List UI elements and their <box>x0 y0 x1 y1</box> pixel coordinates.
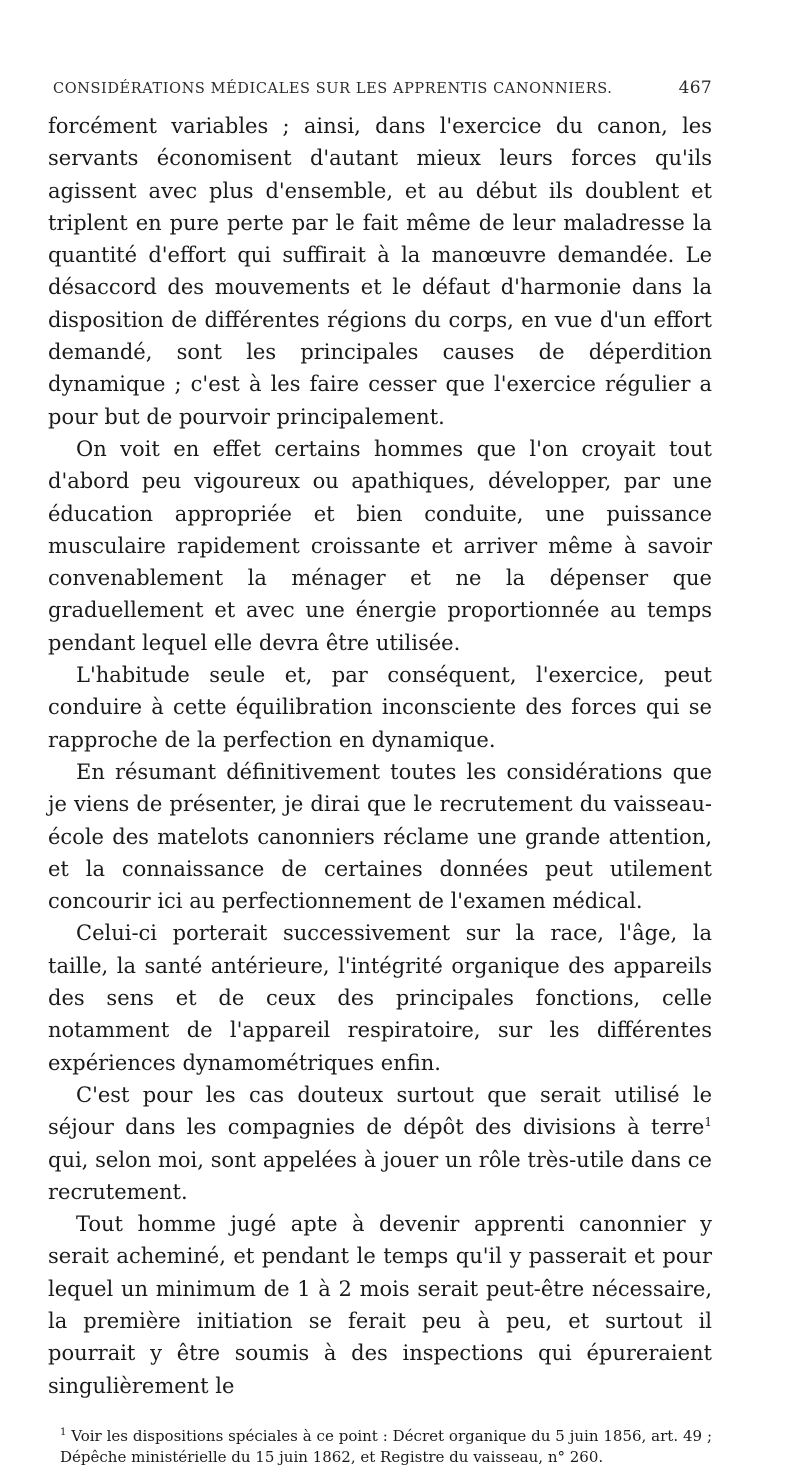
paragraph-4: En résumant définitivement toutes les considérations que je viens de présenter, je dirai que le recrutement du vaisseau-école des matelots canonniers réclame une grande attention, et la connaissance de certaines données peut utilement concourir ici au perfectionnement de l'examen médical. <box>48 759 712 914</box>
footnote-text: Voir les dispositions spéciales à ce point : Décret organique du 5 juin 1856, art. 49 ; Dépêche ministérielle du 15 juin 1862, et Registre du vaisseau, n° 260. <box>60 1426 712 1466</box>
paragraph-7: Tout homme jugé apte à devenir apprenti canonnier y serait acheminé, et pendant le temps qu'il y passerait et pour lequel un minimum de 1 à 2 mois serait peut-être nécessaire, la première initiation se ferait peu à peu, et surtout il pourrait y être soumis à des inspections qui épureraient singulièrement le <box>48 1212 712 1398</box>
paragraph-5: Celui-ci porterait successivement sur la race, l'âge, la taille, la santé antérieure, l'intégrité organique des appareils des sens et de ceux des principales fonctions, celle notamment de l'appareil respiratoire, sur les différentes expériences dynamométriques enfin. <box>48 921 712 1075</box>
footnote-marker: 1 <box>60 1426 67 1438</box>
paragraph-6-text-b: qui, selon moi, sont appelées à jouer un rôle très-utile dans ce recrutement. <box>48 1147 712 1204</box>
paragraph-1: forcément variables ; ainsi, dans l'exercice du canon, les servants économisent d'autant mieux leurs forces qu'ils agissent avec plus d'ensemble, et au début ils doublent et triplent en pure perte par le fait même de leur maladresse la quantité d'effort qui suffirait à la manœuvre demandée. Le désaccord des mouvements et le défaut d'harmonie dans la disposition de différentes régions du corps, en vue d'un effort demandé, sont les principales causes de déperdition dynamique ; c'est à les faire cesser que l'exercice régulier a pour but de pourvoir principalement. <box>48 114 712 429</box>
footnote-reference: 1 <box>704 1115 712 1130</box>
body-text <box>48 110 712 1402</box>
paragraph-2: On voit en effet certains hommes que l'on croyait tout d'abord peu vigoureux ou apathiques, développer, par une éducation appropriée et bien conduite, une puissance musculaire rapidement croissante et arriver même à savoir convenablement la ménager et ne la dépenser que graduellement et avec une énergie proportionnée au temps pendant lequel elle devra être utilisée. <box>48 436 712 655</box>
paragraph-6-text-a: C'est pour les cas douteux surtout que serait utilisé le séjour dans les compagnies de dépôt des divisions à terre <box>48 1082 712 1140</box>
paragraph-3: L'habitude seule et, par conséquent, l'exercice, peut conduire à cette équilibration inconsciente des forces qui se rapproche de la perfection en dynamique. <box>48 663 712 752</box>
page <box>48 78 712 1468</box>
running-head-title: CONSIDÉRATIONS MÉDICALES SUR LES APPRENTIS CANONNIERS. <box>53 81 613 97</box>
page-number: 467 <box>678 78 712 98</box>
footnote <box>60 1422 712 1468</box>
paragraph-6 <box>48 1079 712 1208</box>
running-head <box>53 78 712 108</box>
